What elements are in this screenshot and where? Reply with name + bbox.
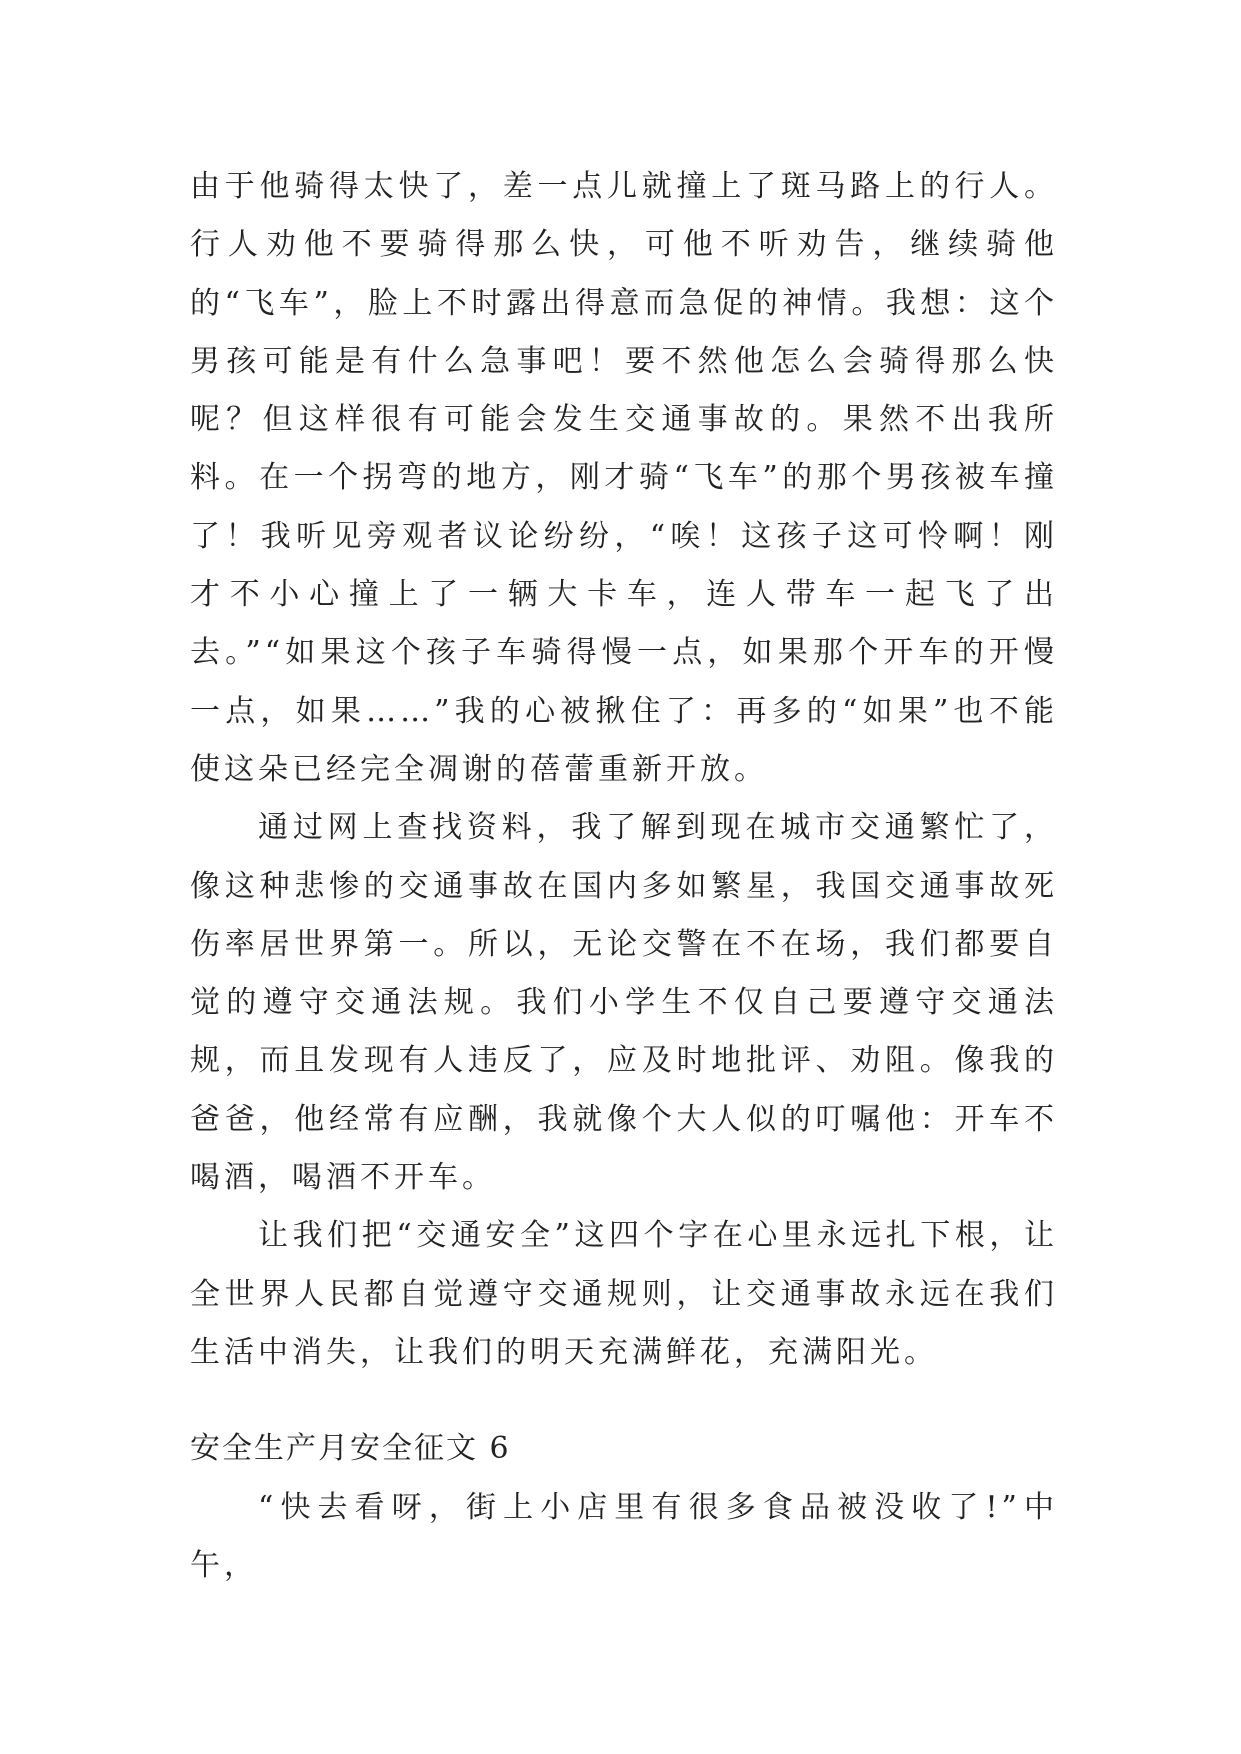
paragraph-accident-story: 由于他骑得太快了，差一点儿就撞上了斑马路上的行人。行人劝他不要骑得那么快，可他不听劝告，继续骑他的“飞车”，脸上不时露出得意而急促的神情。我想：这个男孩可能是有什么急事吧！要不然他怎么会骑得那么快呢？但这样很有可能会发生交通事故的。果然不出我所料。在一个拐弯的地方，刚才骑“飞车”的那个男孩被车撞了！我听见旁观者议论纷纷，“唉！这孩子这可怜啊！刚才不小心撞上了一辆大卡车，连人带车一起飞了出去。”“如果这个孩子车骑得慢一点，如果那个开车的开慢一点，如果……”我的心被揪住了：再多的“如果”也不能使这朵已经完全凋谢的蓓蕾重新开放。 — [190, 169, 1058, 787]
section-title: 安全生产月安全征文 6 — [190, 1431, 511, 1467]
document-body — [190, 158, 1058, 1595]
paragraph-conclusion: 让我们把“交通安全”这四个字在心里永远扎下根，让全世界人民都自觉遵守交通规则，让交通事故永远在我们生活中消失，让我们的明天充满鲜花，充满阳光。 — [190, 1218, 1058, 1370]
paragraph-traffic-research: 通过网上查找资料，我了解到现在城市交通繁忙了，像这种悲惨的交通事故在国内多如繁星，我国交通事故死伤率居世界第一。所以，无论交警在不在场，我们都要自觉的遵守交通法规。我们小学生不仅自己要遵守交通法规，而且发现有人违反了，应及时地批评、劝阻。像我的爸爸，他经常有应酬，我就像个大人似的叮嘱他：开车不喝酒，喝酒不开车。 — [190, 810, 1058, 1196]
section-opening-line: “快去看呀，街上小店里有很多食品被没收了!”中午， — [190, 1489, 1058, 1583]
